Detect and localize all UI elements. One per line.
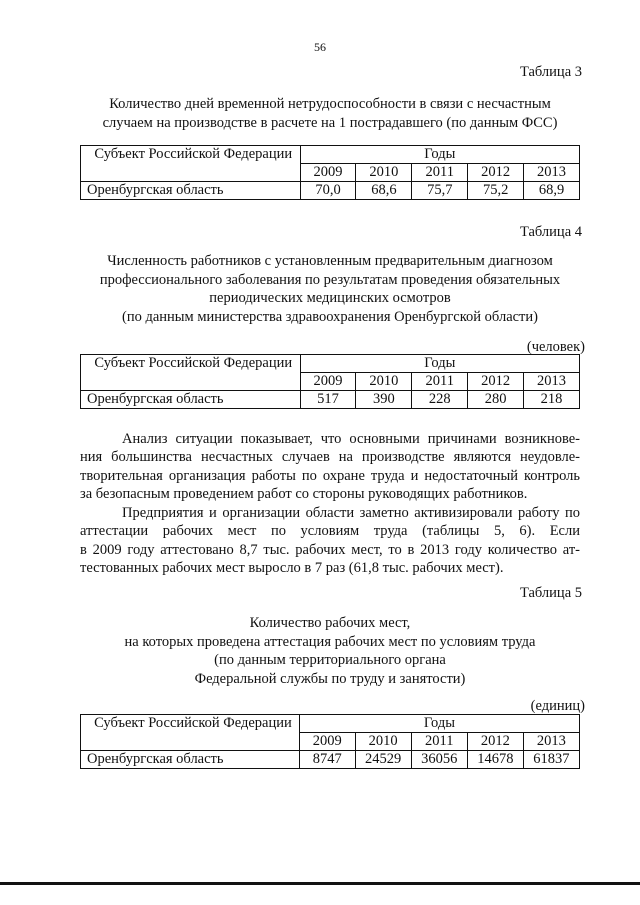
paragraph-line: аттестации рабочих мест по условиям труда (таблицы 5, 6). Если [80,523,580,540]
page-number: 56 [314,40,326,54]
table3-header-subject: Субъект Российской Федерации [81,146,301,182]
table5-value: 61837 [523,751,579,769]
table5-year: 2012 [467,733,523,751]
table4-row-subject: Оренбургская область [81,391,301,409]
table5-value: 8747 [299,751,355,769]
table5-header-years: Годы [299,715,579,733]
paragraph-line: ния большинства несчастных случаев на производстве являются неудовле- [80,449,580,466]
table3-title-line: случаем на производстве в расчете на 1 пострадавшего (по данным ФСС) [102,114,558,131]
paragraph-line: тестованных рабочих мест выросло в 7 раз (61,8 тыс. рабочих мест). [80,560,504,577]
table5-year: 2010 [355,733,411,751]
table3-value: 75,2 [468,182,524,200]
paragraph-analysis [80,430,580,504]
table5-value: 36056 [411,751,467,769]
table4-value: 280 [468,391,524,409]
paragraph-line: за безопасным проведением работ со стороны руководящих работников. [80,486,528,503]
table4-title-line: (по данным министерства здравоохранения Оренбургской области) [122,308,538,325]
table5-year: 2013 [523,733,579,751]
table4-year: 2009 [300,373,356,391]
table3-label: Таблица 3 [519,64,582,80]
table4 [80,354,580,409]
table3-row-subject: Оренбургская область [81,182,301,200]
table4-value: 218 [524,391,580,409]
paragraph-line: Предприятия и организации области заметно активизировали работу по [122,505,580,521]
page-bottom-rule [0,882,640,885]
table4-label: Таблица 4 [519,224,582,240]
paragraph-attestation [80,504,580,578]
table5-year: 2009 [299,733,355,751]
table3 [80,145,580,200]
table3-year: 2013 [524,164,580,182]
table4-value: 228 [412,391,468,409]
table3-year: 2012 [468,164,524,182]
table5-value: 14678 [467,751,523,769]
table5-title-line: на которых проведена аттестация рабочих мест по условиям труда [124,633,536,650]
table4-header-subject: Субъект Российской Федерации [81,355,301,391]
table5-title-line: Федеральной службы по труду и занятости) [194,670,466,687]
table4-year: 2010 [356,373,412,391]
table4-year: 2011 [412,373,468,391]
table5-title-line: (по данным территориального органа [214,652,446,668]
table4-title-line: профессионального заболевания по результатам проведения обязательных [99,271,561,288]
table4-title-line: периодических медицинских осмотров [209,290,451,306]
table4-title [70,252,590,326]
table4-unit: (человек) [526,339,585,355]
table3-title-line: Количество дней временной нетрудоспособности в связи с несчастным [109,96,551,112]
table3-year: 2011 [412,164,468,182]
table4-year: 2012 [468,373,524,391]
table3-header-years: Годы [300,146,579,164]
table5-unit: (единиц) [530,698,585,714]
table4-value: 517 [300,391,356,409]
table5-row-subject: Оренбургская область [81,751,300,769]
paragraph-line: Анализ ситуации показывает, что основными причинами возникнове- [122,431,580,447]
table4-header-years: Годы [300,355,579,373]
paragraph-line: творительная организация работы по охране труда и недостаточный контроль [80,467,580,484]
table4-title-line: Численность работников с установленным предварительным диагнозом [107,253,553,269]
table3-title [70,95,590,132]
table3-value: 70,0 [300,182,356,200]
table5-label: Таблица 5 [519,585,582,601]
table3-value: 68,6 [356,182,412,200]
table3-value: 68,9 [524,182,580,200]
table4-value: 390 [356,391,412,409]
paragraph-line: в 2009 году аттестовано 8,7 тыс. рабочих мест, то в 2013 году количество ат- [80,541,580,558]
table5 [80,714,580,769]
table4-year: 2013 [524,373,580,391]
table3-value: 75,7 [412,182,468,200]
table5-title-line: Количество рабочих мест, [249,615,411,631]
table5-header-subject: Субъект Российской Федерации [81,715,300,751]
table5-title [70,614,590,688]
table5-year: 2011 [411,733,467,751]
table5-value: 24529 [355,751,411,769]
table3-year: 2010 [356,164,412,182]
table3-year: 2009 [300,164,356,182]
